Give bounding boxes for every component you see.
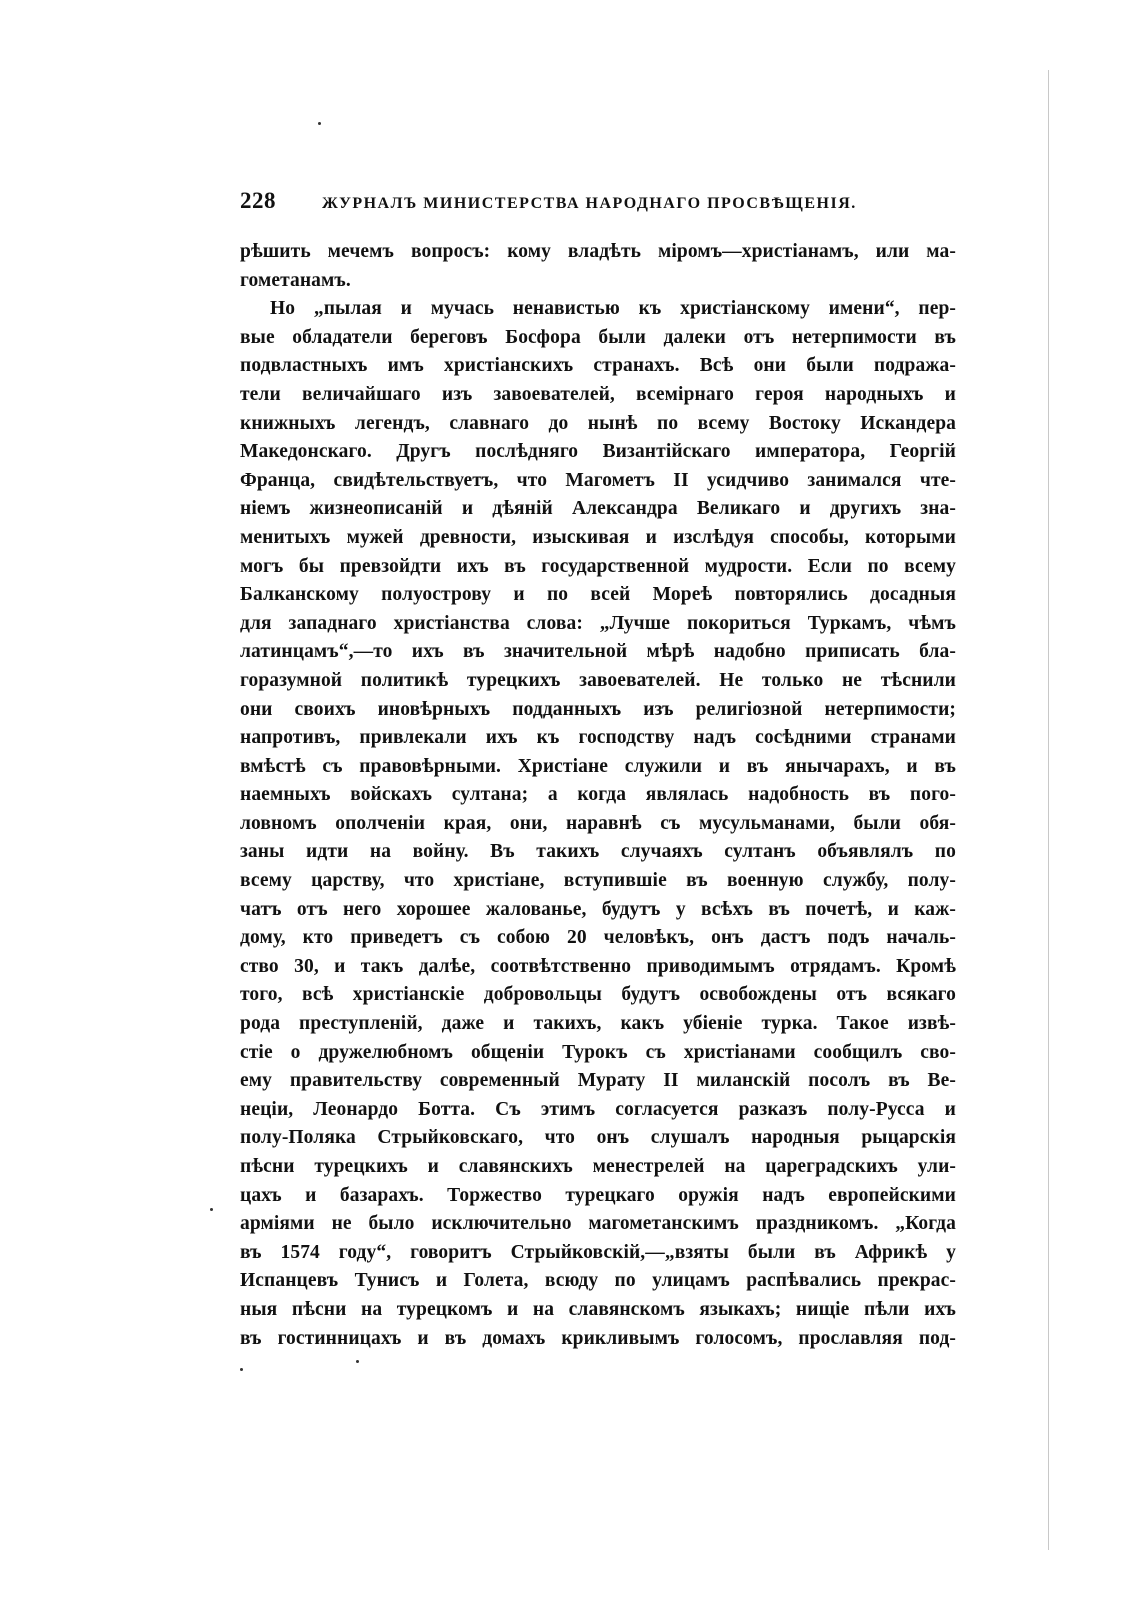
text-line: Франца, свидѣтельствуетъ, что Магометъ II усидчиво занимался чте- <box>240 469 956 491</box>
text-line: полу-Поляка Стрыйковскаго, что онъ слушалъ народныя рыцарскія <box>240 1127 956 1149</box>
text-line: вмѣстѣ съ правовѣрными. Христіане служили и въ янычарахъ, и въ <box>240 755 956 777</box>
text-line: книжныхъ легендъ, славнаго до нынѣ по всему Востоку Искандера <box>240 412 956 434</box>
text-line: наемныхъ войскахъ султана; а когда являлась надобность въ пого- <box>240 784 956 806</box>
scan-speck <box>318 122 321 125</box>
page-number: 228 <box>240 188 276 213</box>
text-line: вые обладатели береговъ Босфора были далеки отъ нетерпимости въ <box>240 326 956 348</box>
text-line: Испанцевъ Тунисъ и Голета, всюду по улицамъ распѣвались прекрас- <box>240 1270 956 1292</box>
text-line: чатъ отъ него хорошее жалованье, будутъ у всѣхъ въ почетѣ, и каж- <box>240 898 956 920</box>
text-line: напротивъ, привлекали ихъ къ господству надъ сосѣдними странами <box>240 727 956 749</box>
page-header <box>240 188 940 220</box>
text-line: Балканскому полуострову и по всей Мореѣ повторялись досадныя <box>240 584 956 606</box>
scan-speck <box>240 1368 243 1371</box>
text-line: въ гостинницахъ и въ домахъ крикливымъ голосомъ, прославляя под- <box>240 1327 956 1349</box>
text-line: для западнаго христіанства слова: „Лучше покориться Туркамъ, чѣмъ <box>240 612 956 634</box>
scan-speck <box>356 1360 359 1363</box>
text-line: Македонскаго. Другъ послѣдняго Византійскаго императора, Георгій <box>240 441 956 463</box>
text-line: стіе о дружелюбномъ общеніи Турокъ съ христіанами сообщилъ сво- <box>240 1041 956 1063</box>
text-line: ство 30, и такъ далѣе, соотвѣтственно приводимымъ отрядамъ. Кромѣ <box>240 955 956 977</box>
text-line: они своихъ иновѣрныхъ подданныхъ изъ религіозной нетерпимости; <box>240 698 956 720</box>
text-line: заны идти на войну. Въ такихъ случаяхъ султанъ объявлялъ по <box>240 841 956 863</box>
text-line: гометанамъ. <box>240 269 351 291</box>
text-line: цахъ и базарахъ. Торжество турецкаго оружія надъ европейскими <box>240 1184 956 1206</box>
text-line: ему правительству современный Мурату II миланскій посолъ въ Ве- <box>240 1070 956 1092</box>
text-line: менитыхъ мужей древности, изыскивая и изслѣдуя способы, которыми <box>240 526 956 548</box>
text-line: ніемъ жизнеописаній и дѣяній Александра Великаго и другихъ зна- <box>240 498 956 520</box>
scan-speck <box>210 1208 213 1211</box>
body-text <box>240 238 956 1353</box>
text-line: всему царству, что христіане, вступившіе въ военную службу, полу- <box>240 870 956 892</box>
scan-edge-line <box>1048 70 1049 1550</box>
text-line: Но „пылая и мучась ненавистью къ христіанскому имени“, пер- <box>270 298 956 320</box>
text-line: подвластныхъ имъ христіанскихъ странахъ. Всѣ они были подража- <box>240 355 956 377</box>
text-line: ловномъ ополченіи края, они, наравнѣ съ мусульманами, были обя- <box>240 812 956 834</box>
text-line: арміями не было исключительно магометанскимъ праздникомъ. „Когда <box>240 1213 956 1235</box>
text-line: въ 1574 году“, говоритъ Стрыйковскій,—„взяты были въ Африкѣ у <box>240 1241 956 1263</box>
text-line: тели величайшаго изъ завоевателей, всемірнаго героя народныхъ и <box>240 383 956 405</box>
text-line: неціи, Леонардо Ботта. Съ этимъ согласуется разказъ полу-Русса и <box>240 1098 956 1120</box>
text-line: рода преступленій, даже и такихъ, какъ убіеніе турка. Такое извѣ- <box>240 1013 956 1035</box>
text-line: латинцамъ“,—то ихъ въ значительной мѣрѣ надобно приписать бла- <box>240 641 956 663</box>
text-line: пѣсни турецкихъ и славянскихъ менестрелей на цареградскихъ ули- <box>240 1156 956 1177</box>
text-line: рѣшить мечемъ вопросъ: кому владѣть міромъ—христіанамъ, или ма- <box>240 241 956 262</box>
text-line: того, всѣ христіанскіе добровольцы будутъ освобождены отъ всякаго <box>240 984 956 1006</box>
text-line: ныя пѣсни на турецкомъ и на славянскомъ языкахъ; нищіе пѣли ихъ <box>240 1298 956 1320</box>
running-head: ЖУРНАЛЪ МИНИСТЕРСТВА НАРОДНАГО ПРОСВѢЩЕНІЯ. <box>322 195 857 212</box>
text-line: дому, кто приведетъ съ собою 20 человѣкъ, онъ дастъ подъ началь- <box>240 927 956 949</box>
text-line: горазумной политикѣ турецкихъ завоевателей. Не только не тѣснили <box>240 669 956 691</box>
text-line: могъ бы превзойдти ихъ въ государственной мудрости. Если по всему <box>240 555 956 577</box>
